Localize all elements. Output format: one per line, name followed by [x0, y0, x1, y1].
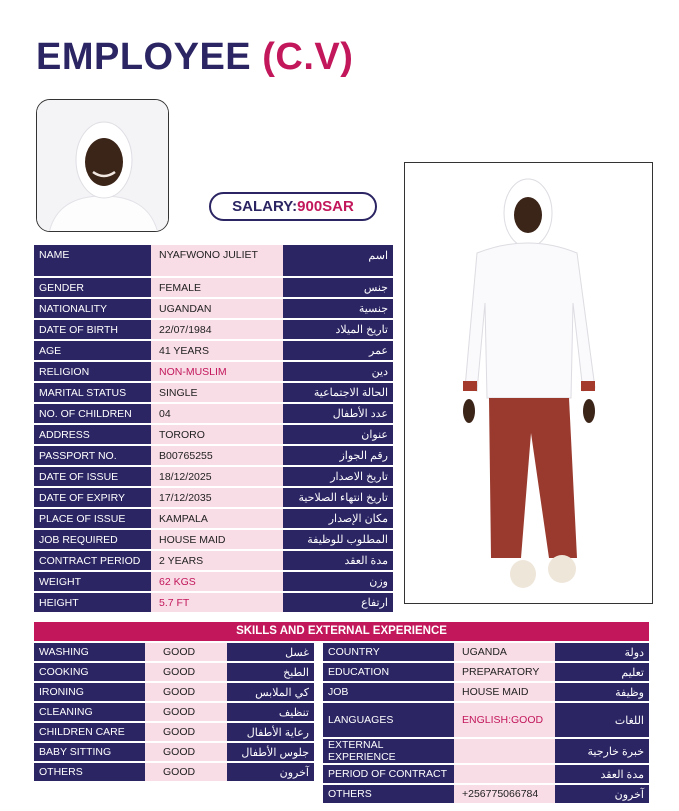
info-row-value: UGANDAN	[151, 299, 283, 318]
skill-row	[34, 703, 314, 721]
portrait-photo	[36, 99, 169, 232]
info-row-arabic-label: تاريخ الاصدار	[283, 467, 393, 486]
info-row-label: PLACE OF ISSUE	[34, 509, 151, 528]
info-row-value: NYAFWONO JULIET	[151, 245, 283, 276]
skill-row-arabic-label: غسل	[227, 643, 314, 661]
info-row-value: 2 YEARS	[151, 551, 283, 570]
info-row-value: 04	[151, 404, 283, 423]
info-row-label: NATIONALITY	[34, 299, 151, 318]
info-row	[34, 488, 393, 507]
experience-row-value	[454, 739, 555, 763]
experience-row-label: PERIOD OF CONTRACT	[323, 765, 454, 783]
experience-row-label: EXTERNAL EXPERIENCE	[323, 739, 454, 763]
info-row-value	[151, 572, 283, 591]
skill-row-value: GOOD	[145, 743, 227, 761]
experience-row-arabic-label: تعليم	[555, 663, 649, 681]
experience-row-arabic-label: مدة العقد	[555, 765, 649, 783]
skill-row-arabic-label: كي الملابس	[227, 683, 314, 701]
info-row-arabic-label: وزن	[283, 572, 393, 591]
info-row	[34, 530, 393, 549]
experience-row-label: EDUCATION	[323, 663, 454, 681]
skill-row	[34, 643, 314, 661]
experience-row-label: COUNTRY	[323, 643, 454, 661]
experience-row-value	[454, 703, 555, 737]
skill-row-arabic-label: جلوس الأطفال	[227, 743, 314, 761]
experience-row	[323, 765, 649, 783]
full-body-image	[405, 163, 653, 604]
salary-badge	[209, 192, 377, 221]
experience-row	[323, 643, 649, 661]
info-row-value-text: 62 KGS	[159, 575, 196, 588]
full-body-photo	[404, 162, 653, 604]
info-row-arabic-label: تاريخ انتهاء الصلاحية	[283, 488, 393, 507]
experience-row-arabic-label: خبرة خارجية	[555, 739, 649, 763]
info-row-label: DATE OF BIRTH	[34, 320, 151, 339]
info-row	[34, 572, 393, 591]
personal-info-table	[34, 243, 393, 614]
skill-row-value: GOOD	[145, 663, 227, 681]
page-title	[36, 36, 353, 79]
skill-row-label: WASHING	[34, 643, 145, 661]
skill-row	[34, 663, 314, 681]
skill-row-arabic-label: آخرون	[227, 763, 314, 781]
skill-row-value: GOOD	[145, 763, 227, 781]
skill-row-label: BABY SITTING	[34, 743, 145, 761]
info-row	[34, 299, 393, 318]
info-row-label: NAME	[34, 245, 151, 276]
skill-row-value: GOOD	[145, 683, 227, 701]
experience-row-arabic-label: دولة	[555, 643, 649, 661]
info-row-label: ADDRESS	[34, 425, 151, 444]
experience-row	[323, 703, 649, 737]
info-row-arabic-label: ارتفاع	[283, 593, 393, 612]
info-row-label: RELIGION	[34, 362, 151, 381]
skill-row-arabic-label: الطبخ	[227, 663, 314, 681]
title-accent: (C.V)	[262, 36, 354, 78]
info-row-label: WEIGHT	[34, 572, 151, 591]
info-row-value: 41 YEARS	[151, 341, 283, 360]
skill-row-label: CHILDREN CARE	[34, 723, 145, 741]
info-row-arabic-label: جنسية	[283, 299, 393, 318]
experience-row-value: +256775066784	[454, 785, 555, 803]
experience-row	[323, 683, 649, 701]
info-row-arabic-label: اسم	[283, 245, 393, 276]
info-row	[34, 467, 393, 486]
info-row-value-text: NON-MUSLIM	[159, 365, 227, 378]
info-row-arabic-label: رقم الجواز	[283, 446, 393, 465]
info-row-label: GENDER	[34, 278, 151, 297]
experience-row-label: LANGUAGES	[323, 703, 454, 737]
salary-value: 900SAR	[297, 198, 354, 215]
info-row-arabic-label: مكان الإصدار	[283, 509, 393, 528]
skills-header: SKILLS AND EXTERNAL EXPERIENCE	[34, 622, 649, 641]
info-row	[34, 509, 393, 528]
info-row-arabic-label: عنوان	[283, 425, 393, 444]
info-row-arabic-label: دين	[283, 362, 393, 381]
info-row	[34, 593, 393, 612]
info-row-label: NO. OF CHILDREN	[34, 404, 151, 423]
experience-row	[323, 739, 649, 763]
skills-table	[34, 641, 314, 783]
experience-row-arabic-label: وظيفة	[555, 683, 649, 701]
skill-row	[34, 743, 314, 761]
info-row	[34, 446, 393, 465]
info-row	[34, 425, 393, 444]
experience-row-value: HOUSE MAID	[454, 683, 555, 701]
info-row-value	[151, 362, 283, 381]
skill-row	[34, 723, 314, 741]
info-row-label: JOB REQUIRED	[34, 530, 151, 549]
experience-row-value: PREPARATORY	[454, 663, 555, 681]
info-row	[34, 383, 393, 402]
skill-row-label: IRONING	[34, 683, 145, 701]
info-row-value: FEMALE	[151, 278, 283, 297]
info-row-value: 18/12/2025	[151, 467, 283, 486]
experience-row	[323, 663, 649, 681]
info-row-label: AGE	[34, 341, 151, 360]
title-main: EMPLOYEE	[36, 36, 252, 78]
info-row-label: PASSPORT NO.	[34, 446, 151, 465]
experience-table	[323, 641, 649, 805]
info-row-value: KAMPALA	[151, 509, 283, 528]
skill-row-label: CLEANING	[34, 703, 145, 721]
experience-row-value	[454, 765, 555, 783]
info-row-value: TORORO	[151, 425, 283, 444]
experience-row-arabic-label: اللغات	[555, 703, 649, 737]
info-row-arabic-label: عدد الأطفال	[283, 404, 393, 423]
skill-row	[34, 763, 314, 781]
salary-label: SALARY:	[232, 198, 298, 215]
info-row-arabic-label: الحالة الاجتماعية	[283, 383, 393, 402]
skill-row-arabic-label: رعاية الأطفال	[227, 723, 314, 741]
info-row-value	[151, 593, 283, 612]
info-row	[34, 278, 393, 297]
info-row	[34, 245, 393, 276]
experience-row-value: UGANDA	[454, 643, 555, 661]
info-row-arabic-label: المطلوب للوظيفة	[283, 530, 393, 549]
info-row-value: 17/12/2035	[151, 488, 283, 507]
info-row-arabic-label: عمر	[283, 341, 393, 360]
info-row-value: B00765255	[151, 446, 283, 465]
info-row-label: DATE OF ISSUE	[34, 467, 151, 486]
info-row-value-text: 5.7 FT	[159, 596, 190, 609]
experience-row	[323, 785, 649, 803]
info-row-arabic-label: جنس	[283, 278, 393, 297]
info-row-label: MARITAL STATUS	[34, 383, 151, 402]
experience-row-arabic-label: آخرون	[555, 785, 649, 803]
skill-row-value: GOOD	[145, 723, 227, 741]
info-row	[34, 320, 393, 339]
info-row-value: SINGLE	[151, 383, 283, 402]
info-row-value: 22/07/1984	[151, 320, 283, 339]
info-row	[34, 341, 393, 360]
experience-row-value-text: ENGLISH:GOOD	[462, 714, 544, 726]
skill-row-value: GOOD	[145, 703, 227, 721]
skill-row-label: COOKING	[34, 663, 145, 681]
skill-row-arabic-label: تنظيف	[227, 703, 314, 721]
info-row-arabic-label: مدة العقد	[283, 551, 393, 570]
experience-row-label: JOB	[323, 683, 454, 701]
experience-row-label: OTHERS	[323, 785, 454, 803]
info-row-value: HOUSE MAID	[151, 530, 283, 549]
skill-row-label: OTHERS	[34, 763, 145, 781]
info-row	[34, 551, 393, 570]
info-row-arabic-label: تاريخ الميلاد	[283, 320, 393, 339]
portrait-image	[37, 100, 169, 232]
info-row	[34, 404, 393, 423]
info-row-label: DATE OF EXPIRY	[34, 488, 151, 507]
skill-row-value: GOOD	[145, 643, 227, 661]
info-row-label: CONTRACT PERIOD	[34, 551, 151, 570]
skill-row	[34, 683, 314, 701]
info-row	[34, 362, 393, 381]
info-row-label: HEIGHT	[34, 593, 151, 612]
